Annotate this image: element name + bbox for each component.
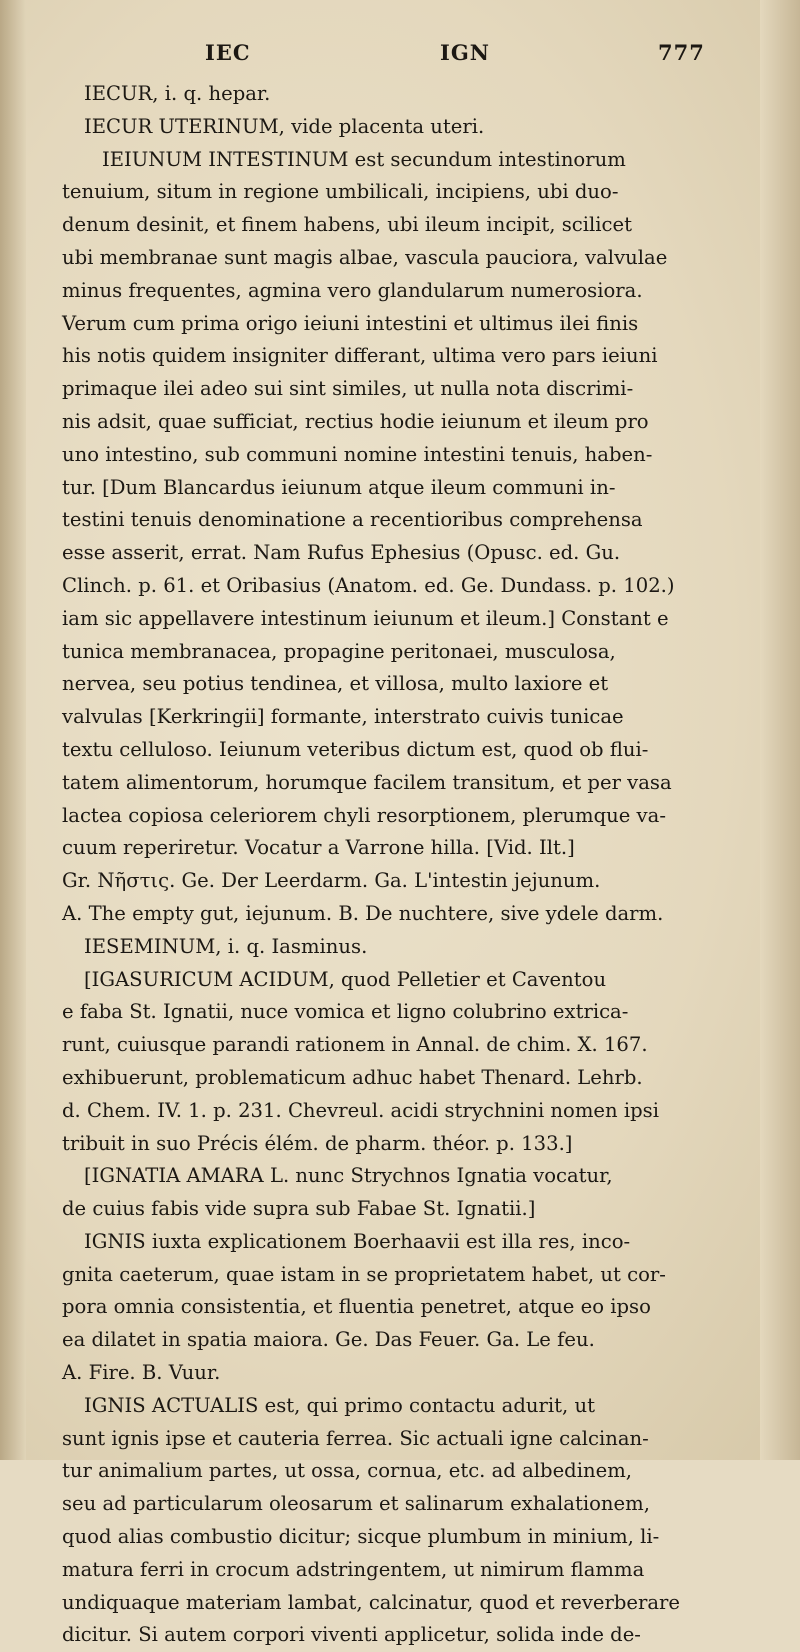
text-line: cuum reperiretur. Vocatur a Varrone hilla. [Vid. Ilt.] <box>62 836 575 860</box>
text-line: primaque ilei adeo sui sint similes, ut nulla nota discrimi- <box>62 377 634 401</box>
text-line: Gr. Νῆστις. Ge. Der Leerdarm. Ga. L'intestin jejunum. <box>62 869 601 893</box>
text-line: tribuit in suo Précis élém. de pharm. théor. p. 133.] <box>62 1131 573 1155</box>
text-line: testini tenuis denominatione a recentioribus comprehensa <box>62 508 643 532</box>
text-line: tunica membranacea, propagine peritonaei, musculosa, <box>62 639 616 663</box>
text-line: valvulas [Kerkringii] formante, interstrato cuivis tunicae <box>62 705 624 729</box>
text-line: textu celluloso. Ieiunum veteribus dictum est, quod ob flui- <box>62 737 649 761</box>
page-right-edge <box>760 0 800 1460</box>
text-line: IECUR, i. q. hepar. <box>84 82 271 105</box>
text-line: his notis quidem insigniter differant, ultima vero pars ieiuni <box>62 344 658 368</box>
page-left-edge <box>0 0 26 1460</box>
text-line: tenuium, situm in regione umbilicali, incipiens, ubi duo- <box>62 180 619 204</box>
text-line: dicitur. Si autem corpori viventi applicetur, solida inde de- <box>62 1623 641 1647</box>
text-line: uno intestino, sub communi nomine intestini tenuis, haben- <box>62 442 653 466</box>
text-line: nervea, seu potius tendinea, et villosa, multo laxiore et <box>62 672 609 696</box>
text-line: minus frequentes, agmina vero glandularum numerosiora. <box>62 278 643 302</box>
text-line: A. Fire. B. Vuur. <box>62 1361 221 1385</box>
header-left-catchword: IEC <box>205 40 251 65</box>
text-line: [IGASURICUM ACIDUM, quod Pelletier et Caventou <box>84 967 607 991</box>
text-line: pora omnia consistentia, et fluentia penetret, atque eo ipso <box>62 1295 651 1319</box>
text-line: sunt ignis ipse et cauteria ferrea. Sic actuali igne calcinan- <box>62 1426 649 1450</box>
text-line: denum desinit, et finem habens, ubi ileum incipit, scilicet <box>62 213 632 237</box>
text-line: IEIUNUM INTESTINUM est secundum intestinorum <box>102 147 626 171</box>
text-line: tur animalium partes, ut ossa, cornua, etc. ad albedinem, <box>62 1459 632 1483</box>
text-line: tur. [Dum Blancardus ieiunum atque ileum communi in- <box>62 475 616 499</box>
text-line: iam sic appellavere intestinum ieiunum et ileum.] Constant e <box>62 606 669 630</box>
text-line: de cuius fabis vide supra sub Fabae St. Ignatii.] <box>62 1197 536 1221</box>
text-line: seu ad particularum oleosarum et salinarum exhalationem, <box>62 1492 650 1516</box>
header-center-catchword: IGN <box>440 40 490 65</box>
text-line: matura ferri in crocum adstringentem, ut nimirum flamma <box>62 1557 645 1581</box>
text-line: e faba St. Ignatii, nuce vomica et ligno colubrino extrica- <box>62 1000 629 1024</box>
text-line: IGNIS iuxta explicationem Boerhaavii est illa res, inco- <box>84 1229 631 1253</box>
text-line: d. Chem. IV. 1. p. 231. Chevreul. acidi strychnini nomen ipsi <box>62 1098 660 1122</box>
text-line: lactea copiosa celeriorem chyli resorptionem, plerumque va- <box>62 803 666 827</box>
text-line: A. The empty gut, iejunum. B. De nuchtere, sive ydele darm. <box>62 901 664 925</box>
text-line: gnita caeterum, quae istam in se proprietatem habet, ut cor- <box>62 1262 666 1286</box>
text-line: nis adsit, quae sufficiat, rectius hodie ieiunum et ileum pro <box>62 409 649 433</box>
dictionary-text <box>62 78 752 1652</box>
text-line: IESEMINUM, i. q. Iasminus. <box>84 934 368 958</box>
running-header <box>205 40 735 70</box>
text-line: Clinch. p. 61. et Oribasius (Anatom. ed. Ge. Dundass. p. 102.) <box>62 573 675 597</box>
text-line: IGNIS ACTUALIS est, qui primo contactu adurit, ut <box>84 1393 595 1417</box>
text-line: [IGNATIA AMARA L. nunc Strychnos Ignatia vocatur, <box>84 1164 613 1188</box>
text-line: ubi membranae sunt magis albae, vascula pauciora, valvulae <box>62 245 668 269</box>
text-line: runt, cuiusque parandi rationem in Annal. de chim. X. 167. <box>62 1033 648 1057</box>
text-line: quod alias combustio dicitur; sicque plumbum in minium, li- <box>62 1525 660 1549</box>
text-line: undiquaque materiam lambat, calcinatur, quod et reverberare <box>62 1590 681 1614</box>
text-line: esse asserit, errat. Nam Rufus Ephesius (Opusc. ed. Gu. <box>62 541 621 565</box>
page-number: 777 <box>658 40 705 65</box>
text-line: exhibuerunt, problematicum adhuc habet Thenard. Lehrb. <box>62 1065 643 1089</box>
text-line: tatem alimentorum, horumque facilem transitum, et per vasa <box>62 770 672 794</box>
text-line: IECUR UTERINUM, vide placenta uteri. <box>84 114 485 138</box>
text-line: ea dilatet in spatia maiora. Ge. Das Feuer. Ga. Le feu. <box>62 1328 595 1352</box>
text-line: Verum cum prima origo ieiuni intestini et ultimus ilei finis <box>62 311 639 335</box>
